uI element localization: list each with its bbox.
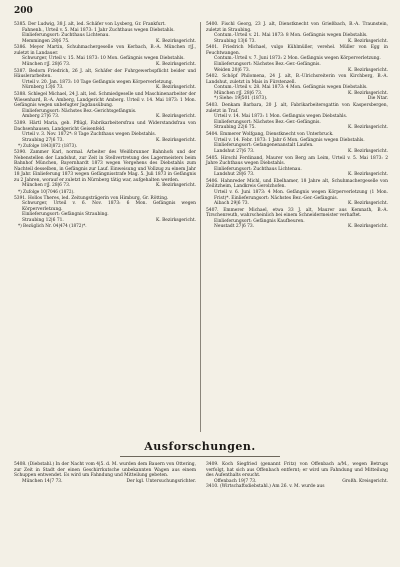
entry-place-date: Aibach 29|6 73.	[214, 201, 249, 207]
entry-court: Der kgl. Untersuchungsrichter.	[126, 478, 196, 484]
left-column	[14, 22, 196, 230]
entry-signature	[14, 39, 196, 45]
entry-court: K. Bezirksgericht.	[156, 217, 196, 223]
entry-5388	[14, 92, 196, 120]
footnote: *) Bezüglich Nr. 04|474 (1872)*.	[18, 223, 87, 229]
entry-3409	[206, 462, 388, 490]
entry-line: Contum.-Urteil v. 28. Mai 1873: 4 Mon. Gefängnis wegen Diebstahls.	[214, 85, 368, 91]
footnote-signer: Die Ntar.	[367, 96, 388, 102]
entry-signature	[14, 62, 196, 68]
entry-line: Einlieferungsort: Gefängnis Straubing.	[22, 212, 109, 218]
entry-line: Contum.-Urteil v. 7. Juni 1873: 2 Mon. Gefängnis wegen Körperverletzung.	[214, 56, 381, 62]
entry-5406	[206, 179, 388, 207]
entry-head: 5386. Meyer Martin, Schuhmachergeselle von Kerbach, B.-A. München r|J., zuletzt in Landauer.	[14, 45, 196, 56]
entry-signature	[206, 68, 388, 74]
entry-court: K. Bezirksgericht.	[348, 67, 388, 73]
entry-court: K. Bezirksgericht.	[348, 38, 388, 44]
entry-head: 5391. Hollos Theres, led. Zeitungsträgerin von Himburg, Gr. Rötting.	[14, 195, 169, 201]
entry-line: Schwurger, Urteil v. 15. Mai 1873: 10 Mon. Gefängnis wegen Diebstahls.	[22, 56, 185, 62]
entry-court: Großh. Kreisgericht.	[342, 478, 388, 484]
entry-head: 5405. Hirschl Ferdinand, Maurer von Berg am Leim, Urteil v. 5. Mai 1873: 2 Jahre Zuchthaus wegen Diebstahls.	[206, 155, 388, 167]
entry-court: K. Bezirksgericht.	[156, 38, 196, 44]
entry-line: Urteil v. 14. Mai 1873: 1 Mon. Gefängnis wegen Diebstahls.	[214, 114, 348, 120]
entry-line: Einlieferungsort: Gefangenenanstalt Laufen.	[214, 143, 314, 149]
entry-place-date: Neustadt 27|6 73.	[214, 224, 255, 230]
entry-signature	[206, 224, 388, 230]
entry-court: K. Bezirksgericht.	[348, 125, 388, 131]
entry-place-date: Straubing 27|6 73.	[22, 137, 64, 143]
entry-signature	[14, 85, 196, 91]
entry-court: K. Bezirksgericht.	[156, 62, 196, 68]
entry-5389	[14, 121, 196, 149]
entry-place-date: Nürnberg 13|6 73.	[22, 85, 64, 91]
column-divider	[200, 22, 201, 432]
entry-5400	[206, 22, 388, 44]
entry-place-date: München r|J. 28|6 73.	[22, 62, 71, 68]
entry-signature	[206, 172, 388, 178]
footnote: *) Zufolge 10|7046 (1872).	[18, 188, 75, 194]
entry-line: Urteil v. 6. Juni 1873: 4 Mon. Gefängnis wegen Körperverletzung (1 Mon. Frist)*. Einlieferungsort: Nächstes Bez.-Ger.-Gefängnis.	[214, 189, 388, 201]
entry-5387	[14, 69, 196, 91]
bottom-left-column	[14, 462, 196, 485]
entry-line: Urteil v. 14. Febr. 1873: 1 Jahr 6 Mon. Gefängnis wegen Diebstahls.	[214, 137, 365, 143]
entry-head: 5388. Schlegel Michael, 24 J. alt, led. Schmiedgeselle und Maschinenarbeiter der Wiesenhard, B.-A. Amberg, Landgericht Amberg. Urteil v. 14. Mai 1873: 1 Mon. Gefängnis wegen unbefugter Jagdausübung.	[14, 92, 196, 109]
entry-place-date: München 14|7 73.	[22, 478, 63, 484]
entry-5391	[14, 196, 196, 229]
right-column	[206, 22, 388, 231]
entry-signature	[14, 479, 196, 485]
entry-head: 5390. Zammer Karl, normal. Arbeiter des Weißbrunner Bahnhofs und der Nebenstellen der Landshut, zur Zeit in Stellvertretung des Lagermeisters beim Bahnhof München, Bayernhardt 1873 wegen Vergehens des Diebstahls zum Nachteil desselben, in Gefängnis zur Lauf. Einweisung und Vollzug zu einem Jahr 18 Jahr. Einlieferung 1873 wegen Gefängnisstrafe Mag. 5. Juli 1873 in Gefängnis zu 2 Jahren, worauf er zuletzt in Nürnberg tätig war, aufgehalten werden.	[14, 149, 196, 183]
entry-line: Einlieferungsort: Zuchthaus Lichtenau.	[214, 166, 302, 172]
entry-court: K. Bezirksgericht.	[348, 224, 388, 230]
entry-place-date: München r|J. 28|6 73.	[22, 183, 71, 189]
page-number: 200	[14, 6, 33, 16]
entry-place-date: Straubing 22|6 75.	[214, 125, 256, 131]
entry-signature	[206, 39, 388, 45]
entry-head: 5387. Bedorn Friedrich, 26 J. alt, Schäfer der Fuhrgewerbspflicht beider und Häuslerarbeiten.	[14, 68, 196, 80]
entry-court: K. Bezirksgericht.	[156, 183, 196, 189]
entry-continued: 3410. (Wirtschaftsdiebstahl.) Am 26. v. M. wurde aus	[206, 484, 325, 490]
entry-court: K. Bezirksgericht.	[348, 172, 388, 178]
entry-5386	[14, 45, 196, 67]
entry-line: Fahnenb., Urteil v. 5. Mai 1873: 1 Jahr Zuchthaus wegen Diebstahls.	[22, 27, 175, 33]
entry-line: Schwurger, Urteil v. 6. Nov. 1873: 6 Mon. Gefängnis wegen Körperverletzung.	[22, 201, 196, 212]
entry-5401	[206, 45, 388, 73]
entry-head: 5389. Härtl Maria, geb. Pflügl, Fabrikarbeitersfrau und Widerstandsfrau von Dachsenhausen, Landgericht Geisenfeld.	[14, 121, 196, 132]
entry-head: 5408. (Diebstahl.) In der Nacht vom 4|5. d. M. wurden dem Bauern von Ottering, zur Zeit in Stadt der einen Geschirrkutsche unbekannten Wagen aus einem Schuppen entwendet. Es wird um Fahndung und Mitteilung gebeten.	[14, 462, 196, 479]
footnote: *) Zufolge 1843|872 (1873).	[18, 143, 78, 149]
entry-5403	[206, 103, 388, 131]
entry-head: 3409. Koch Siegfried (genannt Fritz) von Offenbach a/M., wegen Betrugs verfolgt, hat sich aus Offenbach entfernt; er wird um Fahndung und Mitteilung des Aufenthalts ersucht.	[206, 462, 388, 479]
entry-place-date: Landshut 28|6 73.	[214, 172, 255, 178]
entry-5407	[206, 208, 388, 230]
entry-place-date: Offenbach 19|7 73.	[214, 478, 257, 484]
entry-court: K. Bezirksgericht.	[156, 85, 196, 91]
entry-head: 5401. Friedrich Michael, vulgo Kühlmüller, verehel. Müller von Egg in Feuchtwangen.	[206, 45, 388, 56]
footnote-row	[206, 96, 388, 102]
entry-5408	[14, 462, 196, 484]
entry-place-date: Straubing 12|6 71.	[22, 217, 64, 223]
entry-head: 5406. Hahnreder Michl, und Ebelhamer, 18 Jahre alt, Schuhmachergeselle von Zeilitzheim, Landkreis Gerolzhofen.	[206, 178, 388, 190]
entry-signature	[14, 114, 196, 120]
entry-line: Contum.-Urteil v. 21. Mai 1873: 8 Mon. Gefängnis wegen Diebstahls.	[214, 33, 368, 39]
entry-court: K. Bezirksgericht.	[348, 148, 388, 154]
entry-5402	[206, 74, 388, 102]
entry-5385	[14, 22, 196, 44]
entry-line: Einlieferungsort: Nächstes Bez.-Ger.-Gefängnis.	[214, 119, 321, 125]
entry-5405	[206, 156, 388, 178]
entry-signature	[206, 149, 388, 155]
entry-court: K. Bezirksgericht.	[348, 201, 388, 207]
entry-head: 5404. Emmerer Wolfgang, Dienstknecht von Unterbruck.	[206, 132, 334, 138]
entry-signature	[206, 201, 388, 207]
entry-place-date: Straubing 13|6 73.	[214, 38, 256, 44]
section-title: Ausforschungen.	[144, 440, 256, 453]
entry-court: K. Bezirksgericht.	[156, 137, 196, 143]
entry-line: Einlieferungsort: Nächstes Bez.-Gerichtsgefängnis.	[22, 108, 137, 114]
footnote: *) Siehe: 19|501 (1873).	[214, 96, 268, 102]
entry-head: 5407. Emmerer Michael, etwa 33 J. alt, Maurer aus Kemnath, B.-A. Tirschenreuth, wahrscheinlich bei einem Schneidermeister verhaftet.	[206, 207, 388, 219]
entry-line: Urteil v. 3. Nov. 1872*: 8 Tage Zuchthaus wegen Diebstahls.	[22, 132, 157, 138]
entry-head: 5402. Schöpf Philomena, 24 J. alt, B.-Ulrichsreiterin von Kirchberg, B.-A. Landshut, zuletzt in Mais in Fürstenzell.	[206, 74, 388, 85]
entry-head: 5400. Fischl Georg, 23 J. alt, Dienstknecht von Grießbach, B.-A. Traunstein, zuletzt in Straubing.	[206, 22, 388, 33]
entry-place-date: München r|J. 28|6 73.	[214, 90, 263, 96]
entry-head: 5403. Denkam Barbara, 20 J. alt, Fabrikarbeitersgattin von Kaspersbergen, zuletzt in Traf.	[206, 103, 388, 114]
entry-head: 5385. Der Ludwig, 38 J. alt, led. Schäfer von Lysberg, Gr. Frankfurt.	[14, 22, 166, 27]
bottom-right-column	[206, 462, 388, 491]
entry-5404	[206, 132, 388, 154]
entry-place-date: Landshut 27|6 73.	[214, 148, 255, 154]
entry-line: Urteil v. 20. Jan. 1873: 10 Tage Gefängnis wegen Körperverletzung.	[22, 79, 173, 85]
entry-line: Einlieferungsort: Zuchthaus Lichtenau.	[22, 33, 110, 39]
entry-line: Einlieferungsort: Nächstes Bez.-Ger.-Gefängnis.	[214, 62, 321, 68]
entry-line: Einlieferungsort: Gefängnis Kaufbeuren.	[214, 218, 305, 224]
entry-place-date: Weiden 20|6 73.	[214, 67, 251, 73]
entry-court: K. Bezirksgericht.	[348, 90, 388, 96]
entry-place-date: Memmingen 28|6 75.	[22, 38, 70, 44]
entry-signature	[206, 125, 388, 131]
section-rule	[120, 456, 280, 457]
entry-5390	[14, 150, 196, 194]
entry-place-date: Amberg 27|6 73.	[22, 114, 60, 120]
entry-court: K. Bezirksgericht.	[156, 114, 196, 120]
